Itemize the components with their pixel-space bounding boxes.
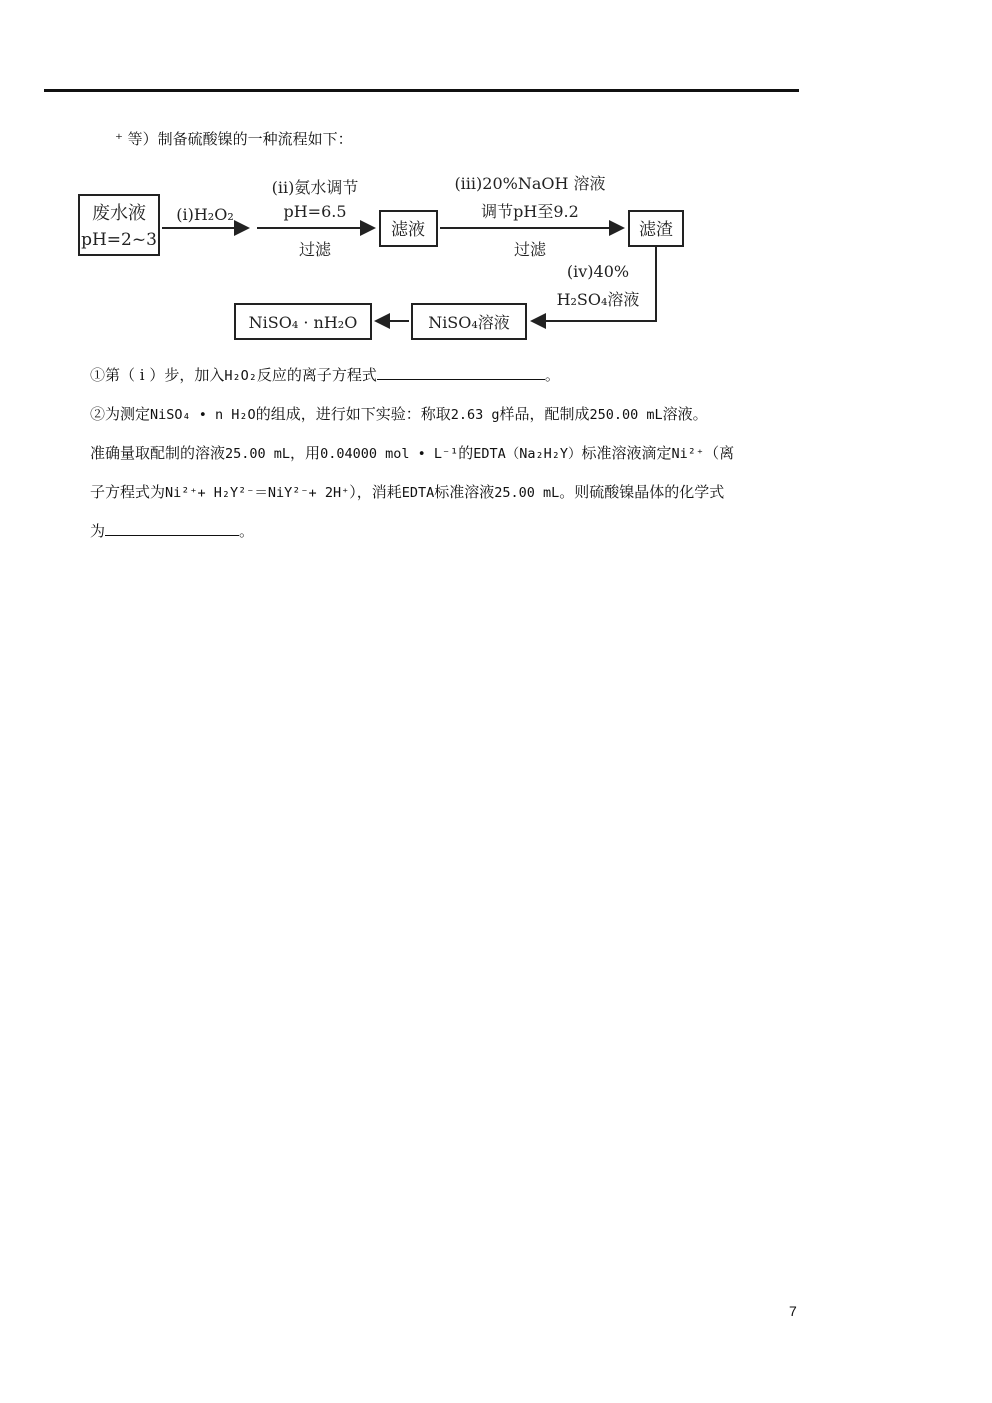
q2-volume: 25.00 mL [225, 446, 291, 462]
q2-text: 。则硫酸镍晶体的化学式 [559, 483, 725, 501]
q2-end: 。 [239, 522, 255, 540]
waste-liquid-label: 废水液 [92, 203, 146, 224]
q2-formula: NiSO₄ • n H₂O [150, 407, 256, 423]
q2-text: ②为测定 [90, 405, 151, 423]
niso4-solution-label: NiSO₄溶液 [428, 313, 510, 332]
step2-label-1: (ii)氨水调节 [271, 178, 359, 197]
q2-ion: Ni²⁺ [671, 446, 705, 462]
q2-text: ，用 [290, 444, 321, 462]
step3-label-2: 调节pH至9.2 [481, 202, 579, 221]
question-1 [90, 364, 560, 385]
q1-answer-blank[interactable] [377, 365, 545, 380]
q2-volume: 25.00 mL [494, 485, 560, 501]
step3-label-1: (iii)20%NaOH 溶液 [454, 174, 606, 193]
q2-volume: 250.00 mL [589, 407, 663, 423]
waste-ph-label: pH=2~3 [81, 230, 157, 250]
q2-text: 的 [458, 444, 474, 462]
intro-text: ⁺ 等）制备硫酸镍的一种流程如下： [115, 130, 353, 148]
q2-reagent: EDTA（Na₂H₂Y） [473, 446, 582, 462]
header-rule [44, 89, 799, 92]
q1-prefix: ①第（ i ）步，加入 [90, 366, 225, 384]
step1-label: (i)H₂O₂ [176, 205, 234, 224]
filtrate-label: 滤液 [391, 220, 425, 240]
q2-text: 样品，配制成 [499, 405, 590, 423]
q2-text: 的组成，进行如下实验：称取 [255, 405, 451, 423]
q2-concentration: 0.04000 mol • L⁻¹ [320, 446, 459, 462]
q2-text: 标准溶液滴定 [581, 444, 672, 462]
q2-text: 准确量取配制的溶液 [90, 444, 226, 462]
question-2-line-2 [90, 442, 734, 463]
q2-text: ），消耗 [349, 483, 402, 501]
product-label: NiSO₄ · nH₂O [248, 313, 358, 332]
q2-answer-blank[interactable] [105, 521, 239, 536]
question-2-line-3 [90, 481, 724, 502]
step2-label-2: pH=6.5 [283, 202, 347, 221]
page-number: 7 [789, 1303, 797, 1319]
q1-reagent: H₂O₂ [224, 368, 257, 384]
process-flow-diagram [70, 165, 700, 355]
q2-reagent: EDTA [401, 485, 435, 501]
q1-suffix: 反应的离子方程式 [256, 366, 377, 384]
q2-text: 溶液。 [662, 405, 708, 423]
q2-text: 为 [90, 522, 106, 540]
q2-text: （离 [704, 444, 735, 462]
question-2-line-1 [90, 403, 708, 424]
q2-text: 标准溶液 [434, 483, 495, 501]
arrow-step4 [532, 247, 656, 321]
question-2-line-4 [90, 520, 254, 541]
step3-label-3: 过滤 [513, 240, 547, 259]
q2-text: 子方程式为 [90, 483, 166, 501]
step4-label-2: H₂SO₄溶液 [556, 290, 640, 309]
residue-label: 滤渣 [639, 220, 673, 240]
q2-equation: Ni²⁺+ H₂Y²⁻＝NiY²⁻+ 2H⁺ [165, 485, 350, 501]
q1-end: 。 [544, 366, 560, 384]
step4-label-1: (iv)40% [566, 262, 630, 281]
q2-mass: 2.63 g [450, 407, 500, 423]
step2-label-3: 过滤 [298, 240, 332, 259]
